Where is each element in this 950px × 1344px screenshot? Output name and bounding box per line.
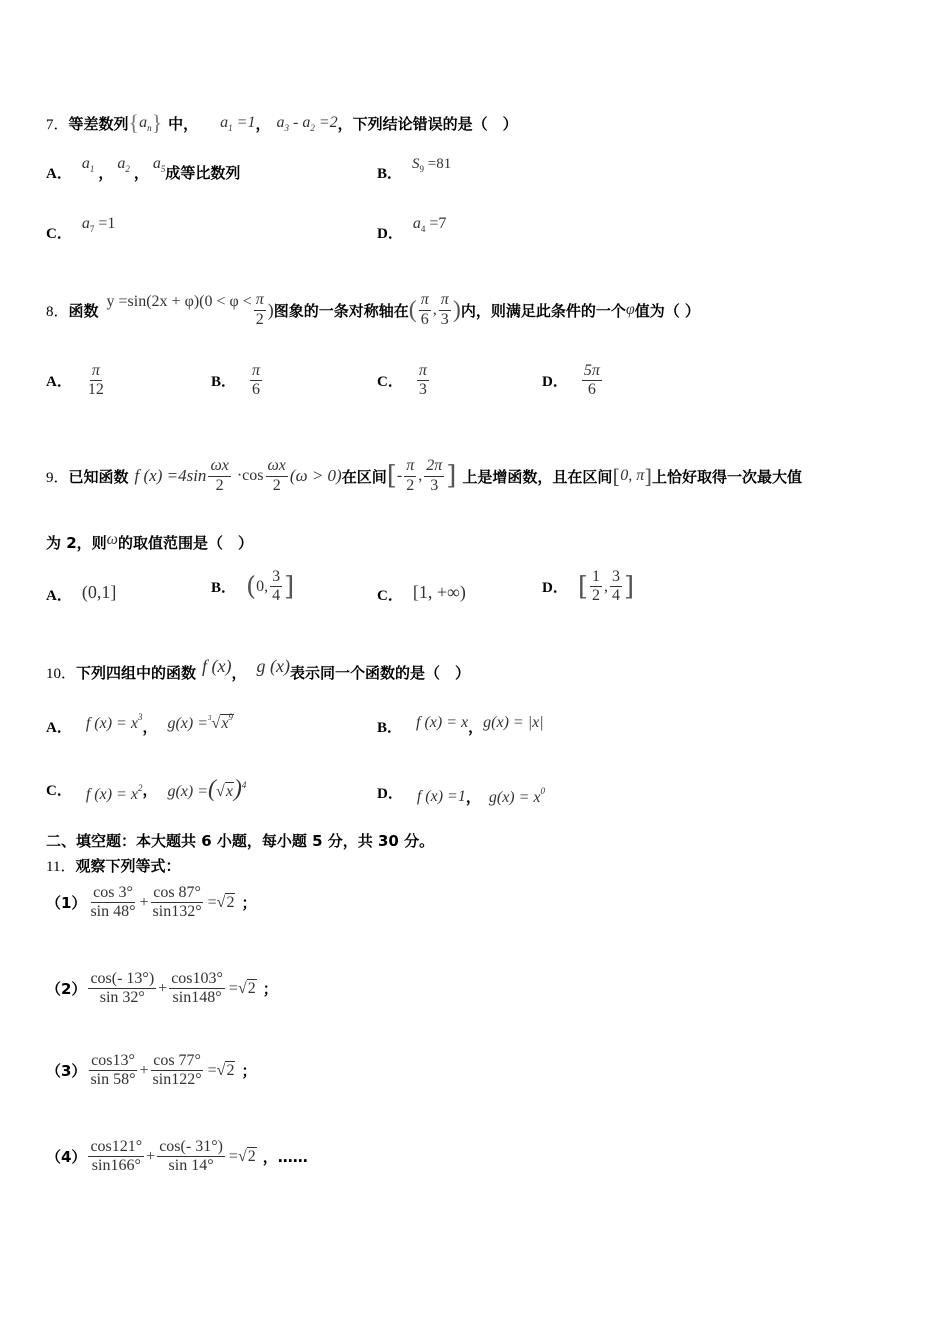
q10-option-b[interactable]: B． f (x) = x ， g(x) = |x| (377, 713, 544, 736)
q7-stem: 7． 等差数列 { $a_n$ } 中， $a_1 =1$ ， $a_3 - a_2 =2$ ，下列结论错误的是（ ） (46, 110, 518, 135)
q9-option-c[interactable]: C． [1, +∞) (377, 582, 466, 604)
q8-stem: 8． 函数 y =sin(2x + φ)(0 < φ < $\frac{\pi}{2}$ ) 图象的一条对称轴在 ( $\frac{\pi}{6}$ , $\frac{\pi}{3}$ ) 内，则满足此条件的一个 φ 值为（ ） (46, 291, 700, 328)
q11-eq-3: （3） $\frac{\cos 13^\circ}{\sin 58^\circ}$ + $\frac{\cos 77^\circ}{\sin 122^\circ}$ =√2 ； (46, 1052, 257, 1089)
q9-option-d[interactable]: D． [ $\frac{1}{2}$ , $\frac{3}{4}$ ] (542, 568, 635, 605)
q8-option-a[interactable]: A． $\frac{\pi}{12}$ (46, 362, 104, 399)
q11-eq-2: （2） $\frac{\cos(- 13^\circ)}{\sin 32^\circ}$ + $\frac{\cos 103^\circ}{\sin 148^\circ}$ =√2 ； (46, 970, 278, 1007)
q10-stem: 10． 下列四组中的函数 f (x) ， g (x) 表示同一个函数的是（ ） (46, 655, 471, 682)
q7-option-a[interactable]: A． $a_1$ ， $a_2$ ， $a_5$ 成等比数列 (46, 155, 241, 182)
q7-number: 7． (46, 116, 69, 133)
q9-option-a[interactable]: A． (0,1] (46, 582, 117, 604)
q11-eq-1: （1） $\frac{\cos 3^\circ}{\sin 48^\circ}$ + $\frac{\cos 87^\circ}{\sin 132^\circ}$ =√2 ； (46, 884, 257, 921)
q7-option-d[interactable]: D． $a_4 =7$ (377, 215, 447, 242)
q11-eq-4: （4） $\frac{\cos 121^\circ}{\sin 166^\circ}$ + $\frac{\cos(- 31^\circ)}{\sin 14^\circ}$ =√2 ，…… (46, 1138, 308, 1175)
q9-option-b[interactable]: B． ( 0, $\frac{3}{4}$ ] (211, 568, 295, 605)
q10-option-c[interactable]: C． f $(x) = x^2$ ， $g(x) =(√x)^4$ (46, 776, 247, 803)
q7-option-b[interactable]: B． $S_9 =81$ (377, 155, 452, 182)
q9-stem: 9． 已知函数 f (x) =4sin $\frac{\omega x}{2}$ ·cos $\frac{\omega x}{2}$ (ω > 0) 在区间 [ - $\frac{\pi}{2}$ , $\frac{2\pi}{3}$ ] 上是增函数，且在区间 [ 0, π ] 上恰好取得一次最大值 (46, 457, 803, 494)
q8-option-b[interactable]: B． $\frac{\pi}{6}$ (211, 362, 261, 399)
q10-option-a[interactable]: A． f $(x) = x^3$ ， $g(x) =^3√x^9$ (46, 712, 233, 736)
section-2-title: 二、填空题：本大题共 6 小题，每小题 5 分，共 30 分。 (46, 832, 435, 850)
q11-stem: 11． 观察下列等式： (46, 857, 181, 875)
q8-option-d[interactable]: D． $\frac{5\pi}{6}$ (542, 362, 600, 399)
q8-option-c[interactable]: C． $\frac{\pi}{3}$ (377, 362, 427, 399)
q10-option-d[interactable]: D． f (x) =1 ， $g(x) = x^0$ (377, 786, 546, 806)
q9-stem-cont: 为 2，则 ω 的取值范围是（ ） (46, 530, 253, 552)
q7-option-c[interactable]: C． $a_7 =1$ (46, 215, 116, 242)
